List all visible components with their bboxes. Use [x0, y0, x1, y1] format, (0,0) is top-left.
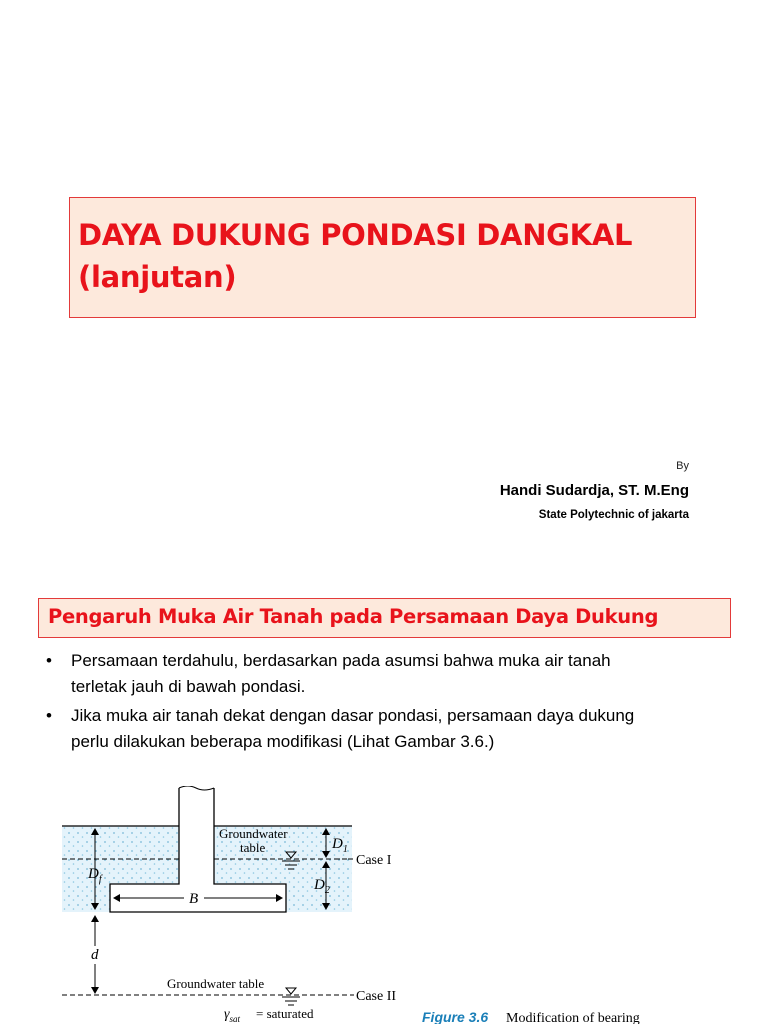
case2-label: Case II [356, 989, 397, 1004]
b-label: B [189, 891, 199, 907]
slide-title-line1: DAYA DUKUNG PONDASI DANGKAL [78, 218, 633, 252]
df-label: $D_f$ [88, 866, 102, 885]
case1-label: Case I [356, 853, 392, 868]
bullet-dot-icon: • [46, 651, 52, 670]
bullet-line: perlu dilakukan beberapa modifikasi (Lihat Gambar 3.6.) [71, 732, 495, 751]
bullet-list [46, 648, 726, 758]
water-marker-icon [286, 988, 296, 994]
section-title: Pengaruh Muka Air Tanah pada Persamaan Daya Dukung [48, 605, 659, 628]
groundwater-lower-label: Groundwater table [167, 976, 265, 991]
bullet-line: Jika muka air tanah dekat dengan dasar pondasi, persamaan daya dukung [71, 706, 635, 725]
d-label: d [91, 947, 99, 963]
d1-label: $D_1$ [332, 836, 348, 855]
author-name: Handi Sudardja, ST. M.Eng [499, 482, 689, 499]
title-box [69, 197, 696, 318]
bullet-line: Persamaan terdahulu, berdasarkan pada asumsi bahwa muka air tanah [71, 651, 611, 670]
figure-caption-text: Modification of bearing [506, 1011, 640, 1024]
figure-caption-ref: Figure 3.6 [422, 1009, 489, 1024]
content-slide [0, 560, 768, 1024]
groundwater-label: Groundwater [219, 826, 288, 841]
by-label: By [676, 460, 689, 472]
slide-title-line2: (lanjutan) [78, 260, 237, 294]
d2-label: $D_2$ [314, 877, 330, 896]
bullet-dot-icon: • [46, 706, 52, 725]
bullet-item [46, 703, 726, 755]
bullet-item [46, 648, 726, 700]
section-title-box [38, 598, 731, 638]
groundwater-figure [58, 786, 678, 1024]
gamma-sat-label: $\gamma_{sat}$ [224, 1007, 241, 1024]
bullet-line: terletak jauh di bawah pondasi. [71, 677, 306, 696]
groundwater-label: table [240, 840, 266, 855]
saturated-label: = saturated [256, 1006, 314, 1021]
affiliation: State Polytechnic of jakarta [538, 509, 689, 521]
